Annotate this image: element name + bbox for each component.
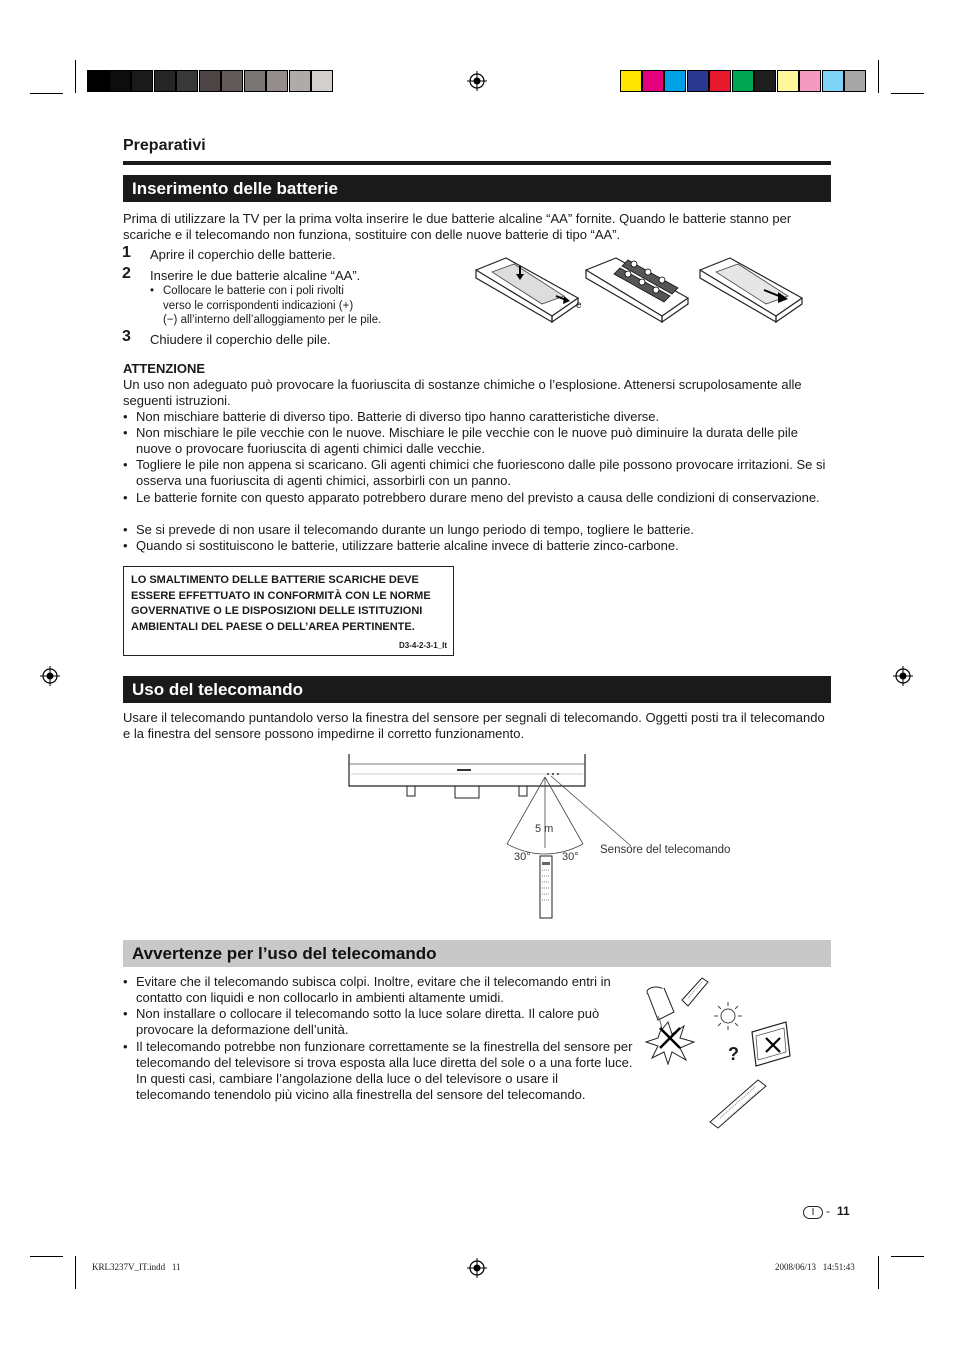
bullet-dot: • — [123, 409, 128, 424]
bullet-dot: • — [123, 1039, 128, 1054]
step-number: 1 — [122, 244, 131, 261]
color-swatch — [777, 70, 799, 92]
section-title-warnings: Avvertenze per l’uso del telecomando — [132, 944, 437, 963]
print-timestamp: 2008/06/13 14:51:43 — [775, 1262, 855, 1272]
disposal-notice-code: D3-4-2-3-1_It — [398, 641, 447, 650]
color-swatch — [709, 70, 731, 92]
gray-swatch — [244, 70, 266, 92]
caution-item-text: Se si prevede di non usare il telecomando durante un lungo periodo di tempo, togliere le batterie. — [136, 522, 694, 537]
gray-swatch — [87, 70, 109, 92]
caution-item-text: Le batterie fornite con questo apparato potrebbero durare meno del previsto a causa delle condizioni di conservazione. — [136, 490, 820, 505]
registration-mark-icon — [467, 1258, 487, 1278]
battery-insert-illustration — [582, 252, 692, 324]
caution-item-text: Quando si sostituiscono le batterie, utilizzare batterie alcaline invece di batterie zinco-carbone. — [136, 538, 679, 553]
disposal-notice-text: LO SMALTIMENTO DELLE BATTERIE SCARICHE DEVE ESSERE EFFETTUATO IN CONFORMITÀ CON LE NORME GOVERNATIVE O LE DISPOSIZIONI DELLE ISTITUZIONI AMBIENTALI DEL PAESE O DELL’AREA PERTINENTE. — [131, 574, 431, 633]
color-swatch — [664, 70, 686, 92]
gray-swatch — [176, 70, 198, 92]
warning-item-text: Il telecomando potrebbe non funzionare correttamente se la finestrella del sensore per telecomando del televisore si trova esposta alla luce diretta del sole o a una forte luce. In questi casi, cambiare l’angolazione della luce o del televisore o usare il telecomando tenendolo più vicino alla finestrella del sensore del telecomando. — [136, 1039, 633, 1102]
step-note-bullet: • — [150, 285, 155, 297]
caution-item-text: Non mischiare batterie di diverso tipo. Batterie di diverso tipo hanno caratteristiche diverse. — [136, 409, 660, 424]
language-badge: I — [803, 1206, 823, 1219]
color-swatch — [822, 70, 844, 92]
bullet-dot: • — [123, 490, 128, 505]
gray-swatch — [199, 70, 221, 92]
bullet-dot: • — [123, 538, 128, 553]
color-swatch — [732, 70, 754, 92]
section-title-batteries: Inserimento delle batterie — [132, 179, 338, 198]
caution-intro: Un uso non adeguato può provocare la fuoriuscita di sostanze chimiche o l’esplosione. Attenersi scrupolosamente alle seguenti istruzioni. — [123, 377, 802, 408]
step-note-line: (−) all’interno dell’alloggiamento per le pile. — [163, 314, 382, 326]
section-bar-batteries — [123, 175, 831, 202]
caution-item-text: Togliere le pile non appena si scaricano. Gli agenti chimici che fuoriescono dalle pile possono provocare irritazioni. Se si osserva una fuoriuscita di agenti chimici, assorbirli con un panno. — [136, 457, 826, 488]
bullet-dot: • — [123, 457, 128, 472]
step-note-line: Collocare le batterie con i poli rivolti — [163, 285, 344, 297]
color-swatch — [642, 70, 664, 92]
remote-range-diagram — [345, 752, 745, 922]
step-number: 3 — [122, 328, 131, 345]
gray-swatch — [311, 70, 333, 92]
gray-swatch — [131, 70, 153, 92]
usage-text: Usare il telecomando puntandolo verso la finestra del sensore per segnali di telecomando. Oggetti posti tra il telecomando e la finestra del sensore possono impedirne il corretto funzionamento. — [123, 710, 825, 741]
registration-mark-icon — [893, 666, 913, 686]
battery-cover-close-illustration — [694, 252, 806, 324]
bullet-dot: • — [123, 1006, 128, 1021]
registration-mark-icon — [40, 666, 60, 686]
step-text: Inserire le due batterie alcaline “AA”. — [150, 268, 361, 283]
page-section-heading: Preparativi — [123, 137, 206, 154]
angle-left-label: 30° — [514, 851, 531, 863]
gray-swatch — [221, 70, 243, 92]
page-separator: - — [826, 1204, 830, 1218]
step-text: Aprire il coperchio delle batterie. — [150, 247, 336, 262]
gray-swatch — [109, 70, 131, 92]
batteries-intro: Prima di utilizzare la TV per la prima volta inserire le due batterie alcaline “AA” fornite. Quando le batterie stanno per scariche e il telecomando non funziona, sostituire con delle nuove batterie di tipo “AA”. — [123, 211, 792, 242]
question-mark-icon: ? — [728, 1044, 739, 1064]
distance-label: 5 m — [535, 823, 554, 835]
header-rule — [123, 161, 831, 165]
battery-cover-open-illustration — [470, 252, 582, 324]
step-note-line: verso le corrispondenti indicazioni (+) — [163, 299, 354, 312]
sensor-label: Sensore del telecomando — [600, 844, 731, 856]
bullet-dot: • — [123, 974, 128, 989]
page-number: 11 — [837, 1204, 850, 1218]
color-swatch — [620, 70, 642, 92]
bullet-dot: • — [123, 522, 128, 537]
file-name: KRL3237V_IT.indd 11 — [92, 1262, 181, 1272]
angle-right-label: 30° — [562, 851, 579, 863]
step-text: Chiudere il coperchio delle pile. — [150, 332, 331, 347]
section-bar-usage — [123, 676, 831, 703]
color-swatch — [687, 70, 709, 92]
gray-swatch — [266, 70, 288, 92]
registration-mark-icon — [467, 71, 487, 91]
step-number: 2 — [122, 265, 131, 282]
color-swatch — [844, 70, 866, 92]
gray-swatch — [289, 70, 311, 92]
caution-item-text: Non mischiare le pile vecchie con le nuove. Mischiare le pile vecchie con le nuove può diminuire la durata delle pile nuove o provocare fuoriuscita di agenti chimici dalle vecchie. — [136, 425, 798, 456]
warning-item-text: Non installare o collocare il telecomando sotto la luce solare diretta. Il calore può provocare la deformazione dell’unità. — [136, 1006, 600, 1037]
illustration-stray-label: e — [576, 300, 582, 311]
bullet-dot: • — [123, 425, 128, 440]
color-swatch — [799, 70, 821, 92]
color-swatch — [754, 70, 776, 92]
disposal-notice-box — [123, 566, 454, 656]
caution-title: ATTENZIONE — [123, 361, 206, 376]
section-title-usage: Uso del telecomando — [132, 680, 303, 699]
section-bar-warnings — [123, 940, 831, 967]
gray-swatch — [154, 70, 176, 92]
warning-item-text: Evitare che il telecomando subisca colpi. Inoltre, evitare che il telecomando entri in contatto con liquidi e non collocarlo in ambienti altamente umidi. — [136, 974, 611, 1005]
